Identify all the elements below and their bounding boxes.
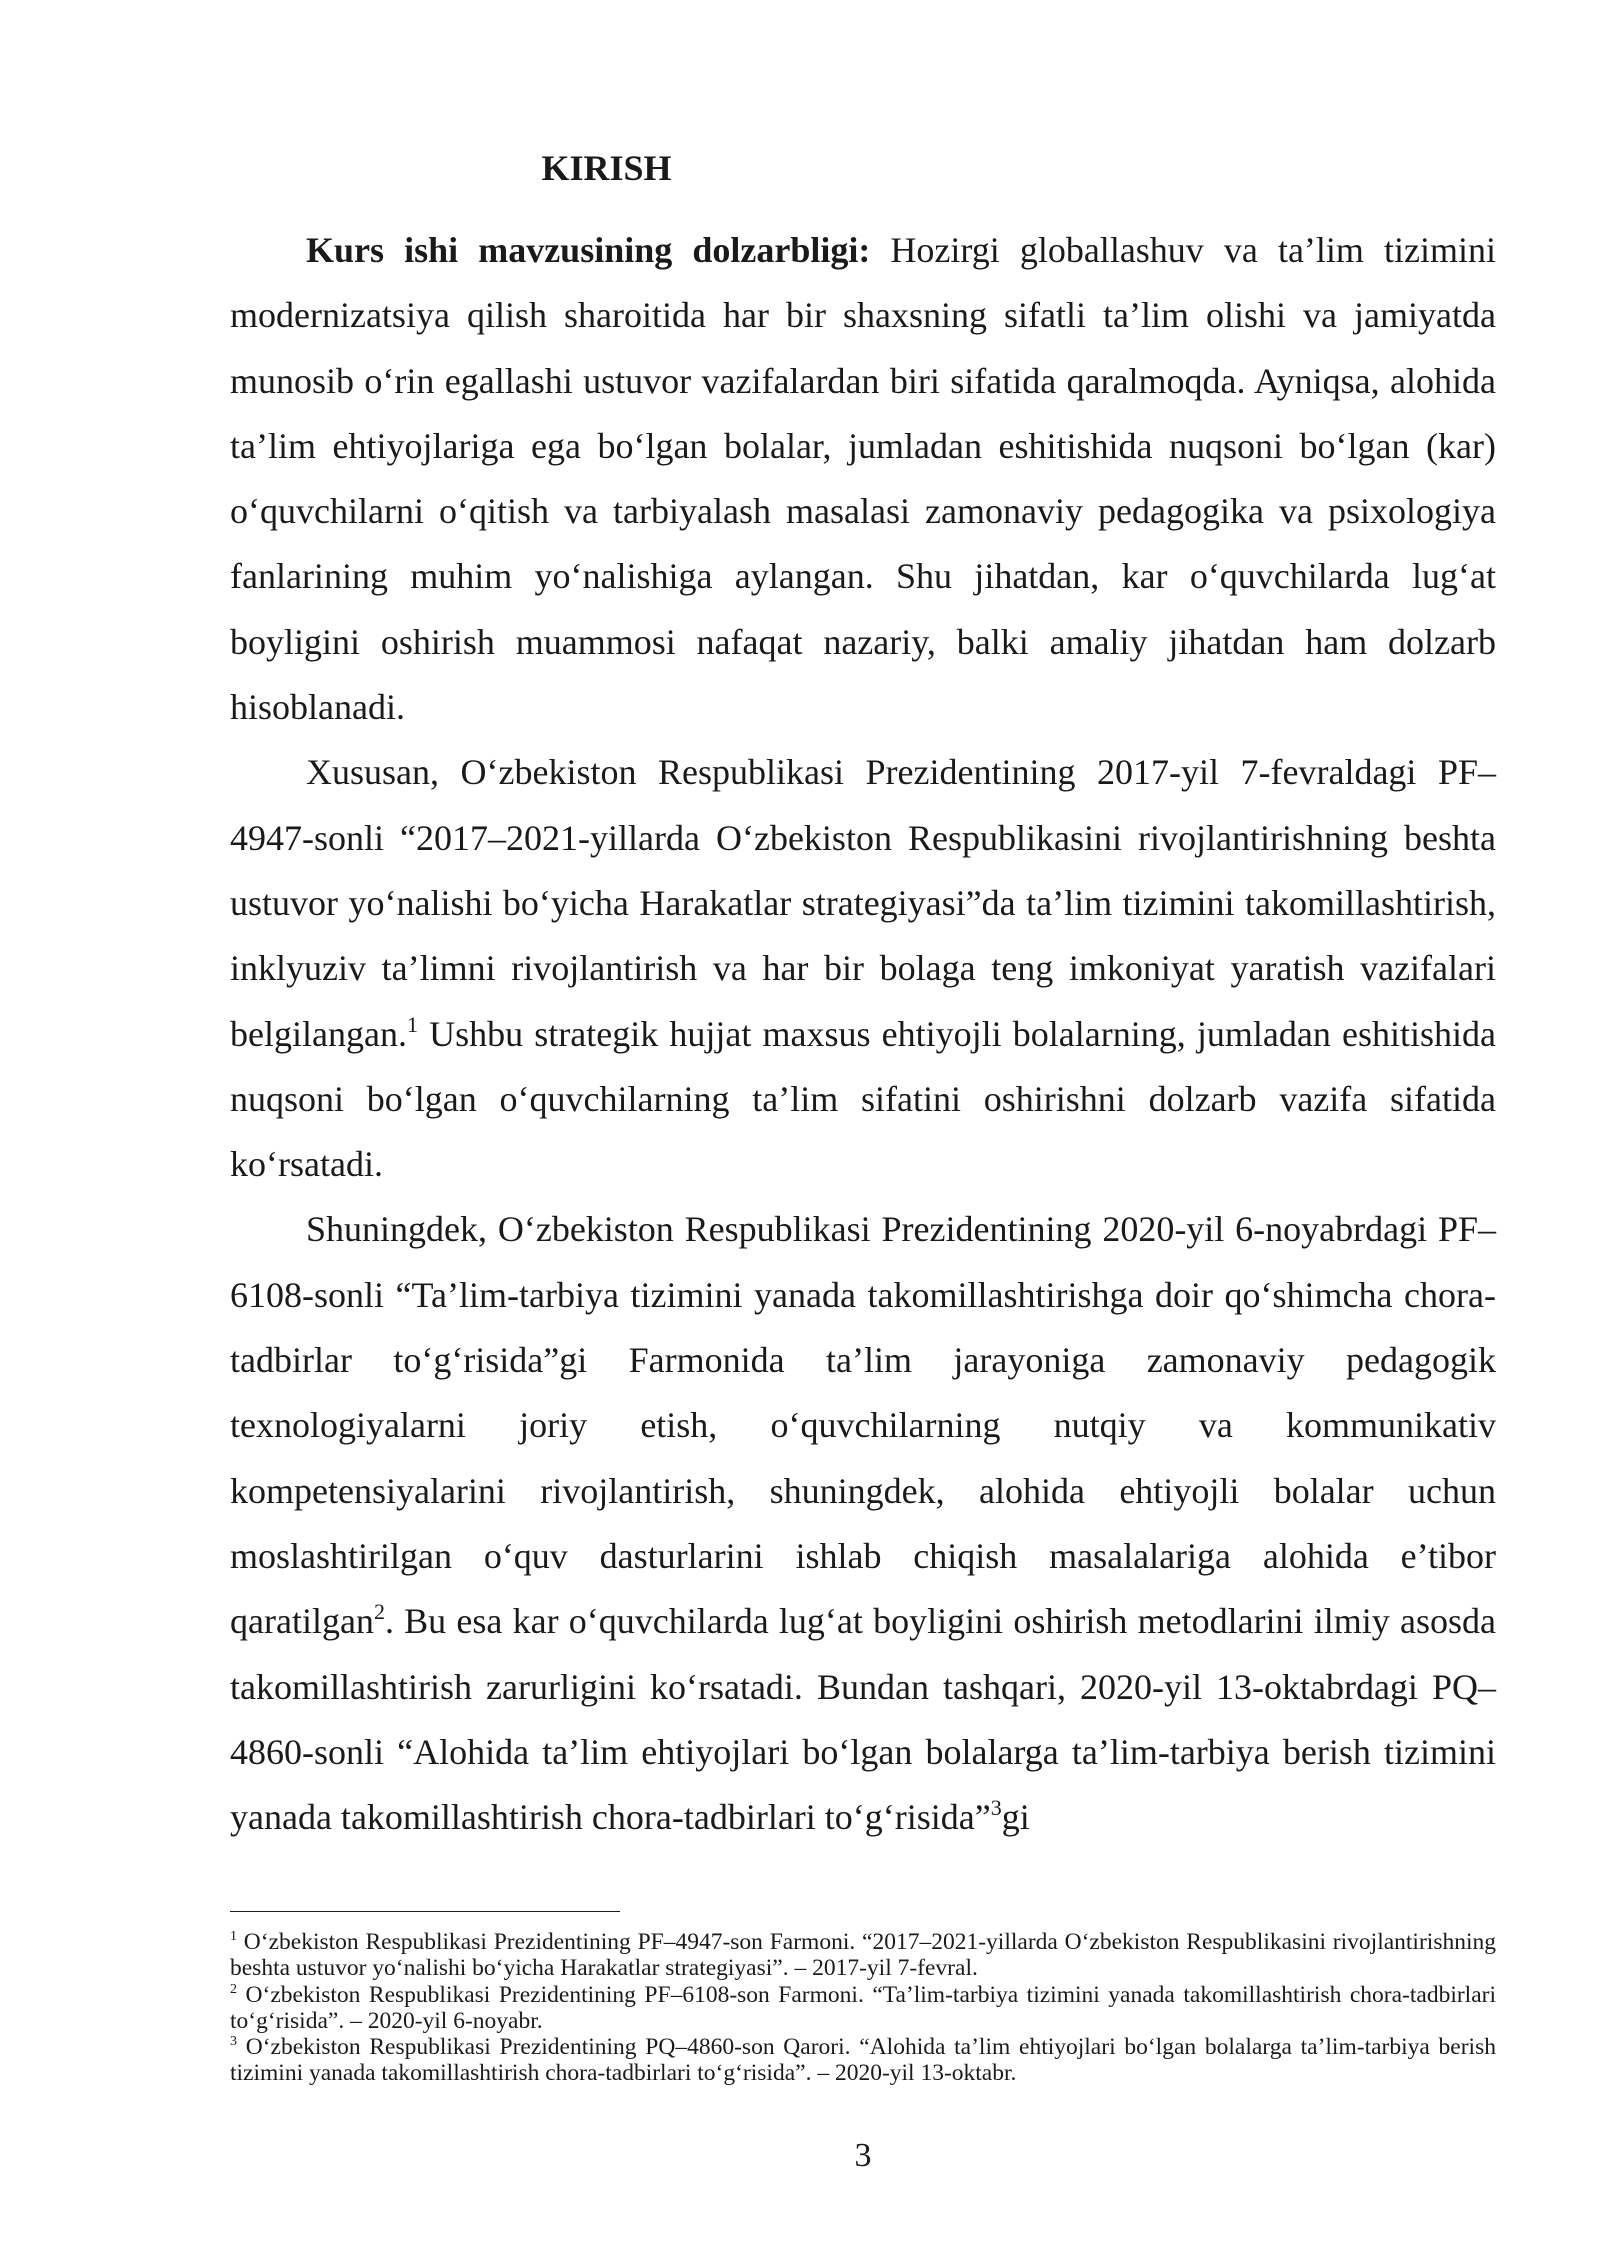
decrees-text-part2: . Bu esa kar o‘quvchilarda lug‘at boyligini oshirish metodlarini ilmiy asosda takomillashtirish zarurligini ko‘rsatadi. Bundan tashqari, 2020-yil 13-oktabrdagi PQ–4860-sonli “Alohida ta’lim ehtiyojlari bo‘lgan bolalarga ta’lim-tarbiya berish tizimini yanada takomillashtirish chora-tadbirlari to‘g‘risida”: [230, 1601, 1496, 1838]
footnote-marker: 2: [230, 1981, 237, 1997]
paragraph-strategy: [230, 740, 1496, 1197]
paragraph-decrees: [230, 1197, 1496, 1850]
footnote-marker: 3: [230, 2034, 237, 2050]
decrees-text-part3: gi: [1001, 1797, 1030, 1838]
footnote-ref-1[interactable]: 1: [406, 1011, 418, 1037]
body-text: [230, 218, 1496, 1850]
footnote-separator: [230, 1911, 620, 1912]
paragraph-relevance: [230, 218, 1496, 740]
footnote-ref-2[interactable]: 2: [373, 1599, 385, 1625]
footnote-1: [230, 1929, 1496, 1982]
footnote-text: O‘zbekiston Respublikasi Prezidentining PQ–4860-son Qarori. “Alohida ta’lim ehtiyojlari bo‘lgan bolalarga ta’lim-tarbiya berish tizimini yanada takomillashtirish chora-tadbirlari to‘g‘risida”. – 2020-yil 13-oktabr.: [230, 2034, 1496, 2087]
footnote-text: O‘zbekiston Respublikasi Prezidentining PF–6108-son Farmoni. “Ta’lim-tarbiya tizimini yanada takomillashtirish chora-tadbirlari to‘g‘risida”. – 2020-yil 6-noyabr.: [230, 1981, 1496, 2034]
footnote-3: [230, 2034, 1496, 2087]
strategy-text-part2: Ushbu strategik hujjat maxsus ehtiyojli bolalarning, jumladan eshitishida nuqsoni bo‘lgan o‘quvchilarning ta’lim sifatini oshirishni dolzarb vazifa sifatida ko‘rsatadi.: [230, 1013, 1496, 1185]
footnote-text: O‘zbekiston Respublikasi Prezidentining PF–4947-son Farmoni. “2017–2021-yillarda O‘zbekiston Respublikasini rivojlantirishning beshta ustuvor yo‘nalishi bo‘yicha Harakatlar strategiyasi”. – 2017-yil 7-fevral.: [230, 1929, 1496, 1982]
strategy-text-part1: Xususan, O‘zbekiston Respublikasi Prezidentining 2017-yil 7-fevraldagi PF–4947-sonli “2017–2021-yillarda O‘zbekiston Respublikasini rivojlantirishning beshta ustuvor yo‘nalishi bo‘yicha Harakatlar strategiyasi”da ta’lim tizimini takomillashtirish, inklyuziv ta’limni rivojlantirish va har bir bolaga teng imkoniyat yaratish vazifalari belgilangan.: [230, 752, 1496, 1054]
relevance-lead: Kurs ishi mavzusining dolzarbligi:: [306, 230, 871, 270]
footnote-2: [230, 1982, 1496, 2035]
footnote-marker: 1: [230, 1929, 237, 1944]
relevance-text: Hozirgi globallashuv va ta’lim tizimini modernizatsiya qilish sharoitida har bir shaxsning sifatli ta’lim olishi va jamiyatda munosib o‘rin egallashi ustuvor vazifalardan biri sifatida qaralmoqda. Ayniqsa, alohida ta’lim ehtiyojlariga ega bo‘lgan bolalar, jumladan eshitishida nuqsoni bo‘lgan (kar) o‘quvchilarni o‘qitish va tarbiyalash masalasi zamonaviy pedagogika va psixologiya fanlarining muhim yo‘nalishiga aylangan. Shu jihatdan, kar o‘quvchilarda lug‘at boyligini oshirish muammosi nafaqat nazariy, balki amaliy jihatdan ham dolzarb hisoblanadi.: [230, 230, 1496, 728]
section-heading: KIRISH: [541, 148, 672, 188]
footnote-ref-3[interactable]: 3: [990, 1795, 1002, 1821]
footnotes: [230, 1929, 1496, 2087]
decrees-text-part1: Shuningdek, O‘zbekiston Respublikasi Prezidentining 2020-yil 6-noyabrdagi PF–6108-sonli “Ta’lim-tarbiya tizimini yanada takomillashtirishga doir qo‘shimcha chora-tadbirlar to‘g‘risida”gi Farmonida ta’lim jarayoniga zamonaviy pedagogik texnologiyalarni joriy etish, o‘quvchilarning nutqiy va kommunikativ kompetensiyalarini rivojlantirish, shuningdek, alohida ehtiyojli bolalar uchun moslashtirilgan o‘quv dasturlarini ishlab chiqish masalalariga alohida e’tibor qaratilgan: [230, 1209, 1496, 1642]
page-number: 3: [854, 2137, 872, 2174]
